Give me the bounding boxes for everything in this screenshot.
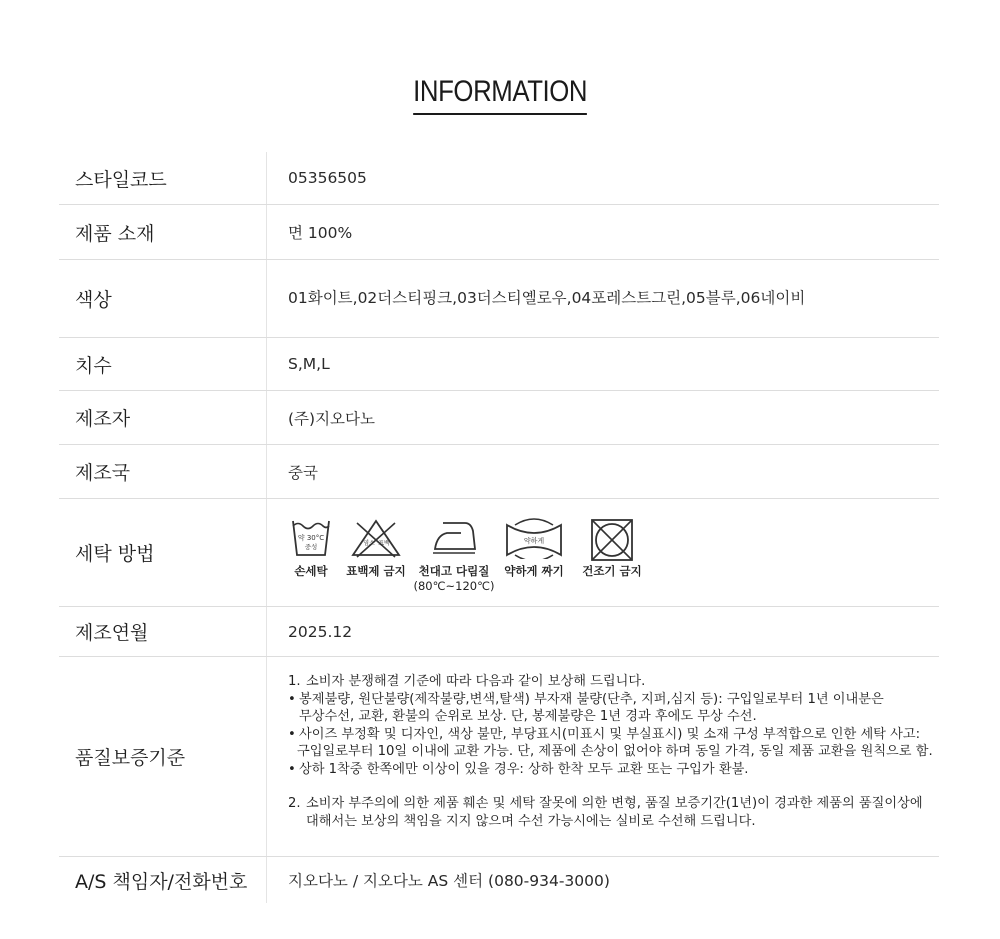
row-maker: [59, 391, 939, 445]
quality-bullet-3-text: 상하 1착중 한쪽에만 이상이 있을 경우: 상하 한착 모두 교환 또는 구입가 환불.: [299, 761, 749, 777]
quality-value: [267, 657, 939, 856]
quality-bullet-1-line-1: 봉제불량, 원단불량(제작불량,변색,탈색) 부자재 불량(단추, 지퍼,심지 등): 구입일로부터 1년 이내분은: [299, 691, 884, 707]
no-bleach-text-1: 염소: [363, 540, 375, 547]
care-item-no-bleach: [343, 517, 409, 579]
quality-item-1: [288, 673, 933, 691]
bullet-dot: •: [288, 761, 296, 777]
quality-item-2-number: 2.: [288, 796, 301, 811]
quality-item-1-text: 소비자 분쟁해결 기준에 따라 다음과 같이 보상해 드립니다.: [306, 674, 646, 689]
no-tumble-dry-icon: [589, 517, 635, 563]
care-item-iron: [409, 517, 499, 594]
quality-bullet-1: [288, 691, 933, 726]
row-as: [59, 857, 939, 903]
row-style-code: [59, 152, 939, 205]
page-title-wrap: [0, 72, 1000, 115]
size-value: S,M,L: [288, 355, 330, 373]
color-value: 01화이트,02더스티핑크,03더스티옐로우,04포레스트그린,05블루,06네이비: [288, 289, 806, 307]
quality-bullet-2-line-2: 구입일로부터 10일 이내에 교환 가능. 단, 제품에 손상이 없어야 하며 동일 가격, 동일 제품 교환을 원칙으로 함.: [297, 744, 933, 759]
care-item-no-dryer: [569, 517, 655, 579]
quality-label: 품질보증기준: [59, 657, 267, 856]
row-quality: [59, 657, 939, 857]
row-color: [59, 260, 939, 338]
style-code-value: 05356505: [288, 169, 367, 187]
no-bleach-icon: [349, 517, 403, 559]
date-label: 제조연월: [59, 607, 267, 656]
quality-item-2-line-1: 소비자 부주의에 의한 제품 훼손 및 세탁 잘못에 의한 변형, 품질 보증기간(1년)이 경과한 제품의 품질이상에: [306, 796, 923, 811]
hand-wash-caption: 손세탁: [294, 564, 328, 578]
maker-value: (주)지오다노: [288, 409, 375, 428]
wring-gently-text: 약하게: [523, 537, 545, 545]
size-label: 치수: [59, 338, 267, 390]
quality-bullet-2: [288, 726, 933, 761]
material-label: 제품 소재: [59, 205, 267, 259]
row-country: [59, 445, 939, 499]
as-value: 지오다노 / 지오다노 AS 센터 (080-934-3000): [288, 872, 610, 890]
quality-item-2: [288, 795, 933, 830]
wring-caption: 약하게 짜기: [504, 564, 564, 578]
page-title: INFORMATION: [413, 72, 587, 115]
info-table: [59, 152, 939, 903]
color-label: 색상: [59, 260, 267, 337]
care-item-wring: [499, 517, 569, 579]
style-code-label: 스타일코드: [59, 152, 267, 204]
quality-bullet-2-line-1: 사이즈 부정확 및 디자인, 색상 불만, 부당표시(미표시 및 부실표시) 및 소재 구성 부적합으로 인한 세탁 사고:: [299, 726, 921, 742]
row-size: [59, 338, 939, 391]
washing-label: 세탁 방법: [59, 499, 267, 606]
care-item-hand-wash: [279, 517, 343, 579]
row-material: [59, 205, 939, 260]
quality-text: [288, 657, 933, 842]
quality-item-2-line-2: 대해서는 보상의 책임을 지지 않으며 수선 가능시에는 실비로 수선해 드립니다.: [306, 813, 756, 829]
hand-wash-neutral-text: 중성: [304, 543, 318, 551]
material-value: 면 100%: [288, 224, 353, 242]
no-bleach-text-2: 표백: [378, 540, 390, 547]
row-washing: [59, 499, 939, 607]
quality-bullet-1-line-2: 무상수선, 교환, 환불의 순위로 보상. 단, 봉제불량은 1년 경과 후에도 무상 수선.: [299, 709, 757, 724]
care-symbol-list: [279, 517, 655, 594]
quality-bullet-3: [288, 761, 933, 779]
country-label: 제조국: [59, 445, 267, 498]
quality-item-1-number: 1.: [288, 674, 301, 689]
bullet-dot: •: [288, 726, 296, 742]
wring-gently-icon: [503, 517, 565, 559]
hand-wash-30c-icon: [289, 517, 333, 559]
no-dryer-caption: 건조기 금지: [582, 564, 642, 578]
row-date: [59, 607, 939, 657]
washing-value: [267, 499, 939, 606]
country-value: 중국: [288, 463, 318, 482]
no-bleach-caption: 표백제 금지: [346, 564, 406, 578]
as-label: A/S 책임자/전화번호: [59, 857, 267, 903]
maker-label: 제조자: [59, 391, 267, 444]
iron-caption: 천대고 다림질: [418, 564, 490, 578]
iron-cloth-icon: [429, 517, 479, 559]
iron-caption-temp: (80℃~120℃): [413, 579, 495, 593]
hand-wash-temp-text: 약 30°C: [297, 534, 325, 542]
date-value: 2025.12: [288, 622, 353, 641]
bullet-dot: •: [288, 691, 296, 707]
